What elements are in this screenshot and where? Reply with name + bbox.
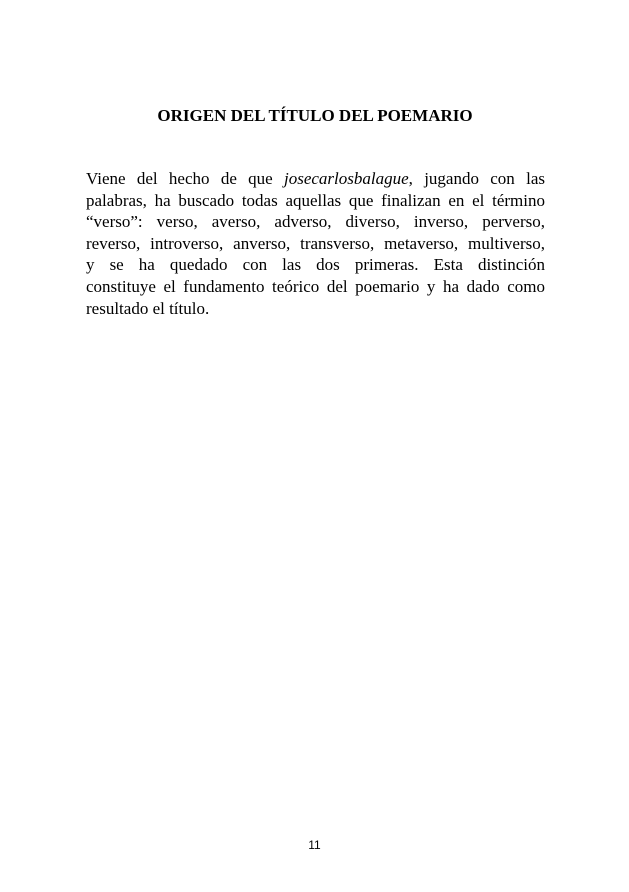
paragraph-line-2: palabras, ha buscado todas aquellas que finalizan en el término bbox=[86, 190, 545, 210]
paragraph-line-3: “verso”: verso, averso, adverso, diverso, inverso, perverso, bbox=[86, 212, 545, 232]
page-title: ORIGEN DEL TÍTULO DEL POEMARIO bbox=[157, 106, 473, 125]
paragraph-line-1 bbox=[86, 168, 545, 190]
page-number: 11 bbox=[308, 838, 321, 852]
paragraph-line-4: reverso, introverso, anverso, transverso, metaverso, multiverso, bbox=[86, 233, 545, 253]
author-name-italic: josecarlosbalague bbox=[284, 169, 409, 188]
body-paragraph bbox=[86, 168, 545, 319]
paragraph-line-6: constituye el fundamento teórico del poemario y ha dado como bbox=[86, 276, 545, 296]
paragraph-line-5: y se ha quedado con las dos primeras. Esta distinción bbox=[86, 255, 545, 275]
paragraph-line-7: resultado el título. bbox=[86, 298, 210, 318]
line-1-end: , jugando con las bbox=[408, 169, 545, 188]
line-1-start: Viene del hecho de que bbox=[86, 169, 284, 188]
